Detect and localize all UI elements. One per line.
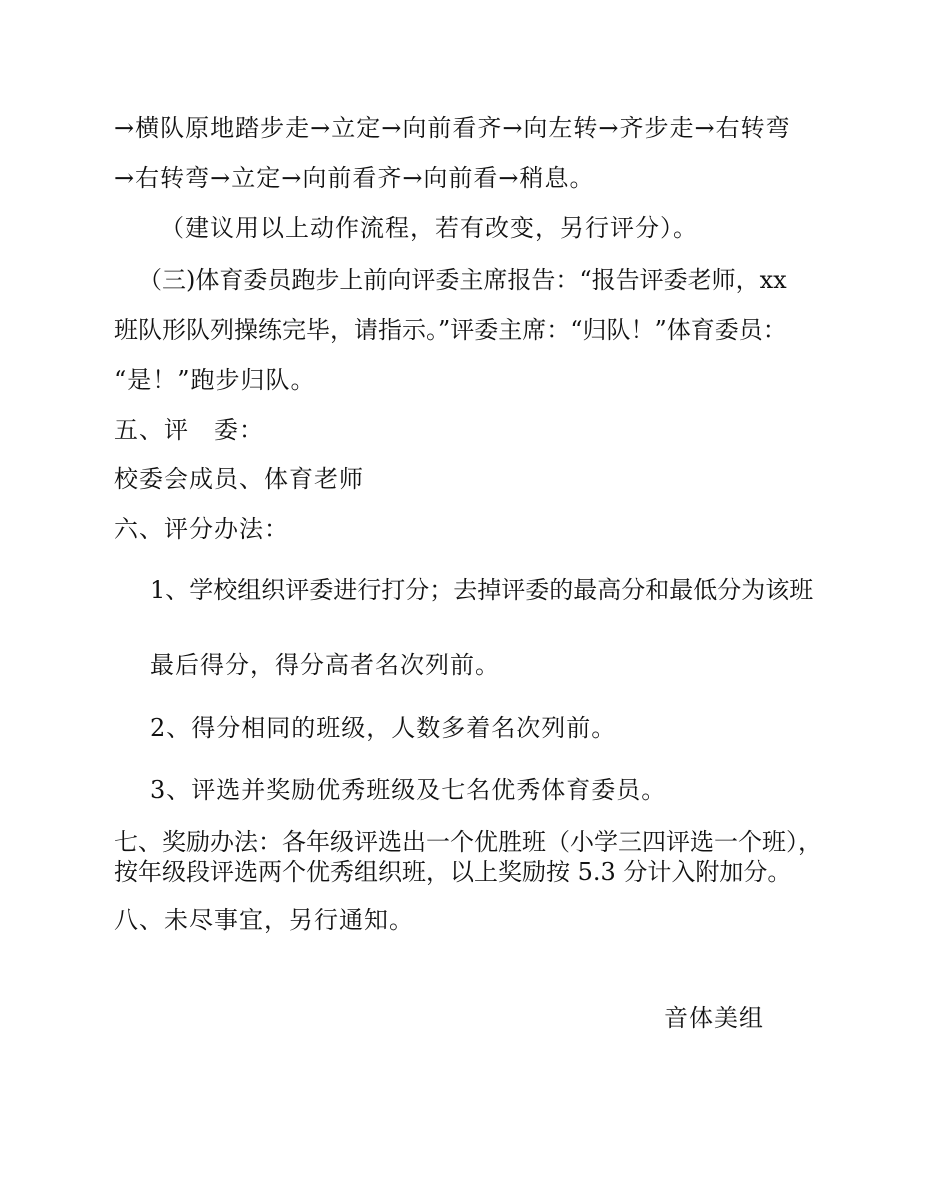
- flow-line-2: →右转弯→立定→向前看齐→向前看→稍息。: [114, 164, 595, 192]
- signature: 音体美组: [664, 1004, 764, 1032]
- suggestion-note: （建议用以上动作流程，若有改变，另行评分）。: [160, 214, 698, 242]
- flow-line-1: →横队原地踏步走→立定→向前看齐→向左转→齐步走→右转弯: [114, 114, 791, 142]
- report-line-1: （三)体育委员跑步上前向评委主席报告：“报告评委老师，xx: [138, 266, 787, 294]
- rule3: 3、评选并奖励优秀班级及七名优秀体育委员。: [150, 776, 667, 804]
- section7-line-2: 按年级段评选两个优秀组织班，以上奖励按 5.3 分计入附加分。: [114, 858, 792, 886]
- section6-heading: 六、评分办法：: [114, 515, 289, 543]
- rule2: 2、得分相同的班级，人数多着名次列前。: [150, 714, 617, 742]
- report-line-3: “是！”跑步归队。: [114, 366, 316, 394]
- rule1-line-2: 最后得分，得分高者名次列前。: [150, 651, 500, 679]
- section8: 八、未尽事宜，另行通知。: [114, 906, 414, 934]
- report-line-2: 班队形队列操练完毕，请指示。”评委主席：“归队！”体育委员：: [114, 316, 787, 344]
- section5-body: 校委会成员、体育老师: [114, 465, 364, 493]
- section5-heading: 五、评 委：: [114, 416, 264, 444]
- rule1-line-1: 1、学校组织评委进行打分；去掉评委的最高分和最低分为该班: [150, 576, 814, 604]
- section7-line-1: 七、奖励办法：各年级评选出一个优胜班（小学三四评选一个班），: [114, 828, 822, 856]
